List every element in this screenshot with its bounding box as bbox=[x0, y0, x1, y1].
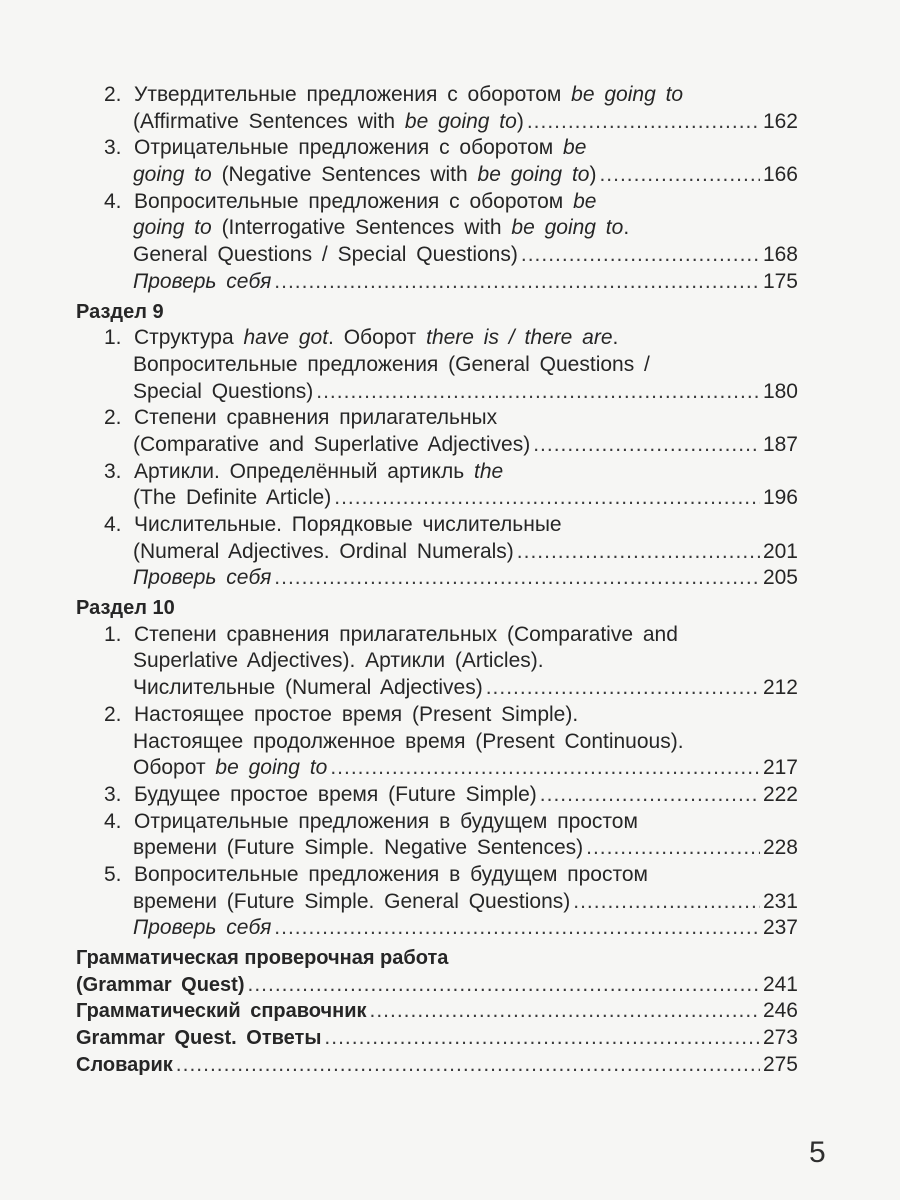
toc-line bbox=[0, 889, 798, 916]
entry-text bbox=[104, 136, 586, 159]
entry-segment: General Questions / Special Questions) bbox=[133, 243, 518, 267]
entry-segment: Структура bbox=[134, 326, 244, 350]
italic-term: going to bbox=[133, 163, 212, 187]
entry-segment: времени (Future Simple. Negative Sentences) bbox=[133, 836, 584, 860]
page-number: 5 bbox=[809, 1136, 826, 1169]
italic-term: Проверь себя bbox=[133, 269, 272, 293]
italic-term: be bbox=[563, 136, 587, 160]
italic-term: have got bbox=[243, 326, 329, 350]
entry-page-number: 231 bbox=[762, 889, 798, 913]
section-heading-text: Раздел 10 bbox=[76, 597, 175, 620]
entry-segment: Оборот bbox=[133, 756, 216, 780]
entry-number: 5. bbox=[104, 862, 122, 886]
entry-segment: (Numeral Adjectives. Ordinal Numerals) bbox=[133, 539, 514, 563]
entry-segment: Грамматический справочник bbox=[76, 1000, 367, 1023]
entry-text bbox=[104, 513, 562, 536]
entry-segment: Настоящее простое время (Present Simple). bbox=[134, 702, 579, 726]
entry-text bbox=[133, 242, 518, 269]
toc-line bbox=[0, 405, 900, 432]
entry-segment: Степени сравнения прилагательных bbox=[134, 406, 498, 430]
dot-leader bbox=[540, 782, 760, 809]
toc-line bbox=[0, 109, 798, 136]
entry-text bbox=[133, 755, 327, 782]
entry-segment: (Comparative and Superlative Adjectives) bbox=[133, 432, 531, 456]
entry-segment: Числительные (Numeral Adjectives) bbox=[133, 676, 483, 700]
entry-number: 2. bbox=[104, 406, 122, 430]
entry-text bbox=[133, 835, 583, 862]
entry-segment: Вопросительные предложения (General Questions / bbox=[133, 352, 650, 376]
entry-segment: Артикли. Определённый артикль bbox=[134, 459, 474, 483]
dot-leader bbox=[334, 485, 760, 512]
entry-segment: Словарик bbox=[76, 1053, 173, 1076]
italic-term: be bbox=[573, 189, 597, 213]
dot-leader bbox=[533, 432, 760, 459]
entry-segment: (Grammar Quest) bbox=[76, 973, 245, 996]
toc-line bbox=[0, 82, 900, 109]
toc-line bbox=[0, 512, 900, 539]
entry-segment: времени (Future Simple. General Questions) bbox=[133, 889, 571, 913]
entry-text bbox=[104, 703, 578, 726]
dot-leader bbox=[316, 379, 760, 406]
entry-number: 3. bbox=[104, 459, 122, 483]
italic-term: there is / there are bbox=[426, 326, 613, 350]
entry-segment: (Affirmative Sentences with bbox=[133, 109, 405, 133]
entry-text bbox=[104, 623, 678, 646]
entry-number: 2. bbox=[104, 702, 122, 726]
toc-line bbox=[0, 915, 798, 942]
entry-segment: Grammar Quest. Ответы bbox=[76, 1027, 322, 1050]
entry-segment: . bbox=[623, 216, 630, 240]
entry-number: 4. bbox=[104, 513, 122, 536]
section-heading bbox=[0, 595, 900, 622]
dot-leader bbox=[521, 242, 760, 269]
section-heading-text: Грамматическая проверочная работа bbox=[76, 947, 449, 969]
entry-segment: (Interrogative Sentences with bbox=[211, 216, 512, 240]
italic-term: Проверь себя bbox=[133, 566, 272, 590]
toc-line bbox=[0, 998, 798, 1025]
entry-segment: . Оборот bbox=[328, 326, 427, 350]
entry-page-number: 205 bbox=[762, 566, 798, 590]
dot-leader bbox=[176, 1052, 760, 1079]
toc-line bbox=[0, 325, 900, 352]
entry-text bbox=[104, 810, 638, 833]
entry-segment: Утвердительные предложения с оборотом bbox=[134, 83, 572, 106]
entry-text bbox=[133, 649, 544, 672]
entry-text bbox=[104, 326, 618, 349]
entry-segment: (Negative Sentences with bbox=[211, 163, 478, 187]
entry-text bbox=[76, 1025, 321, 1052]
toc-line bbox=[0, 809, 900, 836]
entry-text bbox=[133, 432, 530, 459]
entry-number: 4. bbox=[104, 809, 122, 833]
dot-leader bbox=[324, 1025, 760, 1052]
entry-segment: Вопросительные предложения в будущем простом bbox=[134, 862, 648, 886]
entry-segment: Superlative Adjectives). Артикли (Articles). bbox=[133, 649, 544, 673]
entry-text bbox=[133, 216, 629, 239]
dot-leader bbox=[517, 539, 760, 566]
toc-line bbox=[0, 485, 798, 512]
entry-number: 1. bbox=[104, 622, 122, 646]
toc-line bbox=[0, 648, 900, 675]
italic-term: be going to bbox=[477, 163, 590, 187]
entry-number: 3. bbox=[104, 136, 122, 160]
italic-term: be going to bbox=[215, 756, 328, 780]
italic-term: Проверь себя bbox=[133, 916, 272, 940]
dot-leader bbox=[330, 755, 760, 782]
dot-leader bbox=[586, 835, 760, 862]
entry-page-number: 222 bbox=[762, 782, 798, 806]
entry-text bbox=[76, 1052, 173, 1079]
table-of-contents bbox=[0, 82, 900, 1078]
toc-line bbox=[0, 189, 900, 216]
toc-line bbox=[0, 1025, 798, 1052]
entry-number: 3. bbox=[104, 782, 122, 806]
entry-number: 2. bbox=[104, 83, 122, 106]
dot-leader bbox=[248, 972, 760, 999]
section-heading bbox=[0, 945, 900, 972]
entry-text bbox=[133, 269, 271, 296]
toc-line bbox=[0, 782, 798, 809]
toc-line bbox=[0, 622, 900, 649]
entry-page-number: 180 bbox=[762, 379, 798, 403]
entry-text bbox=[133, 485, 331, 512]
entry-segment: ) bbox=[589, 163, 597, 187]
entry-page-number: 175 bbox=[762, 269, 798, 293]
toc-line bbox=[0, 702, 900, 729]
italic-term: be going to bbox=[511, 216, 624, 240]
toc-line bbox=[0, 729, 900, 756]
toc-line bbox=[0, 242, 798, 269]
toc-line bbox=[0, 862, 900, 889]
section-heading bbox=[0, 299, 900, 326]
entry-segment: Вопросительные предложения с оборотом bbox=[134, 189, 574, 213]
toc-line bbox=[0, 379, 798, 406]
italic-term: the bbox=[473, 459, 504, 483]
entry-text bbox=[133, 730, 684, 753]
toc-line bbox=[0, 269, 798, 296]
section-heading-text: Раздел 9 bbox=[76, 300, 164, 323]
entry-segment: Числительные. Порядковые числительные bbox=[134, 513, 562, 536]
entry-segment: Будущее простое время (Future Simple) bbox=[134, 782, 537, 806]
entry-segment: Special Questions) bbox=[133, 379, 314, 403]
entry-text bbox=[133, 109, 524, 136]
dot-leader bbox=[274, 915, 760, 942]
entry-segment: Настоящее продолженное время (Present Continuous). bbox=[133, 729, 684, 753]
entry-number: 1. bbox=[104, 326, 122, 350]
entry-text bbox=[104, 782, 537, 809]
entry-segment: Отрицательные предложения с оборотом bbox=[134, 136, 564, 160]
dot-leader bbox=[527, 109, 760, 136]
dot-leader bbox=[573, 889, 760, 916]
entry-text bbox=[104, 460, 503, 483]
toc-line bbox=[0, 459, 900, 486]
entry-page-number: 212 bbox=[762, 676, 798, 700]
entry-number: 4. bbox=[104, 189, 122, 213]
italic-term: going to bbox=[133, 216, 212, 240]
entry-segment: . bbox=[612, 326, 619, 350]
entry-text bbox=[76, 998, 367, 1025]
entry-page-number: 273 bbox=[762, 1026, 798, 1050]
entry-text bbox=[133, 353, 650, 376]
entry-page-number: 196 bbox=[762, 486, 798, 510]
toc-line bbox=[0, 835, 798, 862]
entry-text bbox=[133, 675, 483, 702]
dot-leader bbox=[486, 675, 760, 702]
toc-line bbox=[0, 432, 798, 459]
entry-text bbox=[104, 863, 648, 886]
entry-text bbox=[133, 565, 271, 592]
dot-leader bbox=[274, 565, 760, 592]
entry-text bbox=[76, 972, 245, 999]
entry-page-number: 228 bbox=[762, 836, 798, 860]
toc-line bbox=[0, 565, 798, 592]
entry-segment: ) bbox=[516, 109, 524, 133]
toc-line bbox=[0, 675, 798, 702]
entry-page-number: 162 bbox=[762, 109, 798, 133]
toc-line bbox=[0, 1052, 798, 1079]
italic-term: be going to bbox=[404, 109, 517, 133]
entry-text bbox=[133, 162, 596, 189]
entry-segment: Степени сравнения прилагательных (Comparative and bbox=[134, 622, 678, 646]
entry-text bbox=[133, 889, 570, 916]
entry-text bbox=[104, 406, 497, 429]
dot-leader bbox=[370, 998, 760, 1025]
entry-text bbox=[133, 915, 271, 942]
entry-page-number: 237 bbox=[762, 916, 798, 940]
entry-text bbox=[133, 379, 313, 406]
entry-page-number: 187 bbox=[762, 432, 798, 456]
entry-page-number: 166 bbox=[762, 163, 798, 187]
entry-segment: Отрицательные предложения в будущем простом bbox=[134, 809, 638, 833]
toc-line bbox=[0, 755, 798, 782]
entry-page-number: 246 bbox=[762, 999, 798, 1023]
entry-page-number: 217 bbox=[762, 756, 798, 780]
toc-line bbox=[0, 162, 798, 189]
entry-page-number: 241 bbox=[762, 972, 798, 996]
toc-line bbox=[0, 135, 900, 162]
entry-page-number: 275 bbox=[762, 1052, 798, 1076]
italic-term: be going to bbox=[571, 83, 684, 106]
toc-line bbox=[0, 539, 798, 566]
entry-page-number: 201 bbox=[762, 539, 798, 563]
entry-text bbox=[104, 83, 683, 106]
toc-line bbox=[0, 352, 900, 379]
entry-text bbox=[104, 190, 596, 213]
toc-line bbox=[0, 972, 798, 999]
entry-segment: (The Definite Article) bbox=[133, 486, 332, 510]
entry-page-number: 168 bbox=[762, 243, 798, 267]
dot-leader bbox=[599, 162, 759, 189]
entry-text bbox=[133, 539, 514, 566]
toc-line bbox=[0, 215, 900, 242]
dot-leader bbox=[274, 269, 760, 296]
